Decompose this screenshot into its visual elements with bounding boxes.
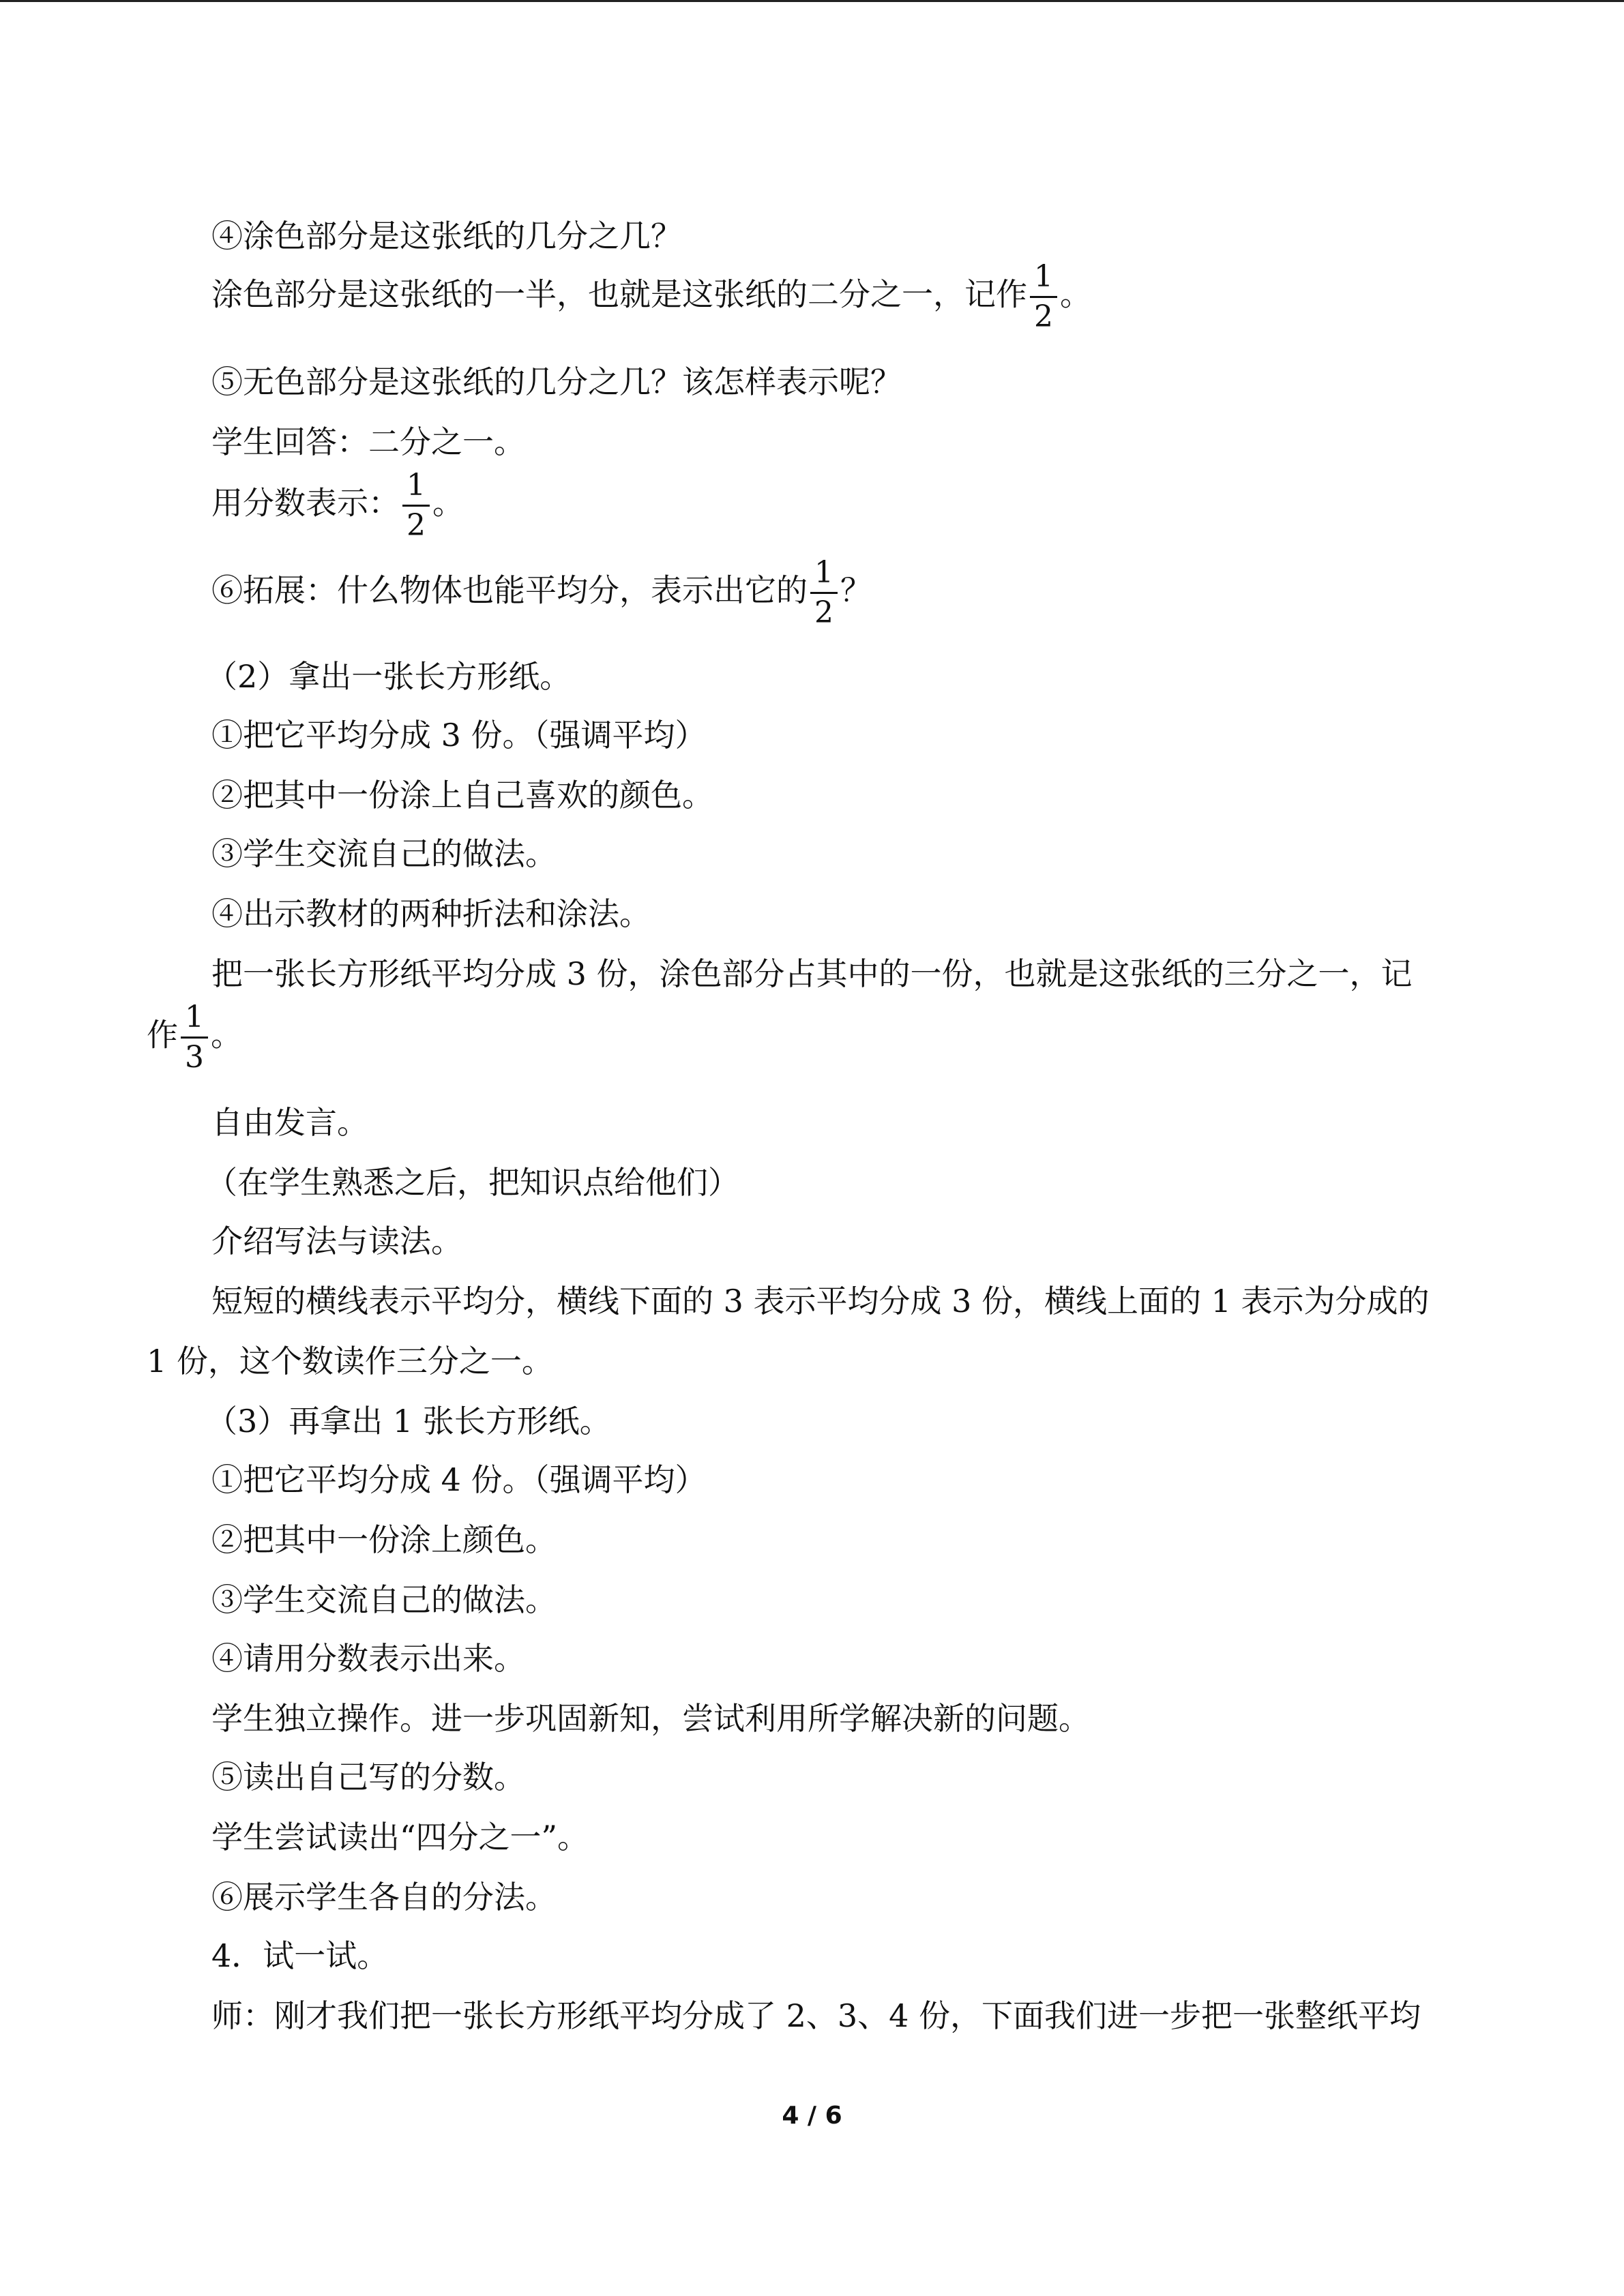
paragraph: ④请用分数表示出来。 [211,1640,525,1677]
paragraph-text: 作 [147,1016,178,1054]
paragraph: ①把它平均分成 4 份。（强调平均） [211,1461,707,1498]
paragraph-text: ⑥拓展：什么物体也能平均分，表示出它的 [211,571,808,609]
fraction-numerator: 1 [810,558,838,594]
paragraph-with-fraction [211,555,1460,630]
paragraph: ④涂色部分是这张纸的几分之几？ [211,218,682,254]
paragraph-text: 用分数表示： [211,484,400,522]
paragraph: 学生回答：二分之一。 [211,423,525,460]
paragraph: ⑥展示学生各自的分法。 [211,1879,557,1915]
fraction-denominator: 2 [407,508,426,543]
fraction-denominator: 2 [814,595,833,630]
paragraph-line: 把一张长方形纸平均分成 3 份，涂色部分占其中的一份，也就是这张纸的三分之一，记 [211,955,1413,992]
fraction-numerator: 1 [402,471,430,507]
paragraph: 学生尝试读出“四分之一”。 [211,1819,589,1855]
fraction [181,1002,208,1073]
paragraph: ③学生交流自己的做法。 [211,1581,557,1618]
fraction-numerator: 1 [1030,262,1057,298]
fraction-numerator: 1 [181,1002,208,1039]
paragraph: （在学生熟悉之后，把知识点给他们） [206,1164,739,1201]
paragraph-line: 短短的横线表示平均分，横线下面的 3 表示平均分成 3 份，横线上面的 1 表示为分成的 [211,1283,1430,1320]
paragraph-line: 1 份，这个数读作三分之一。 [147,1343,553,1380]
paragraph: ③学生交流自己的做法。 [211,835,557,872]
fraction-denominator: 3 [185,1040,204,1075]
paragraph: 学生独立操作。进一步巩固新知，尝试利用所学解决新的问题。 [211,1700,1090,1737]
paragraph-text: 涂色部分是这张纸的一半，也就是这张纸的二分之一，记作 [211,275,1027,313]
paragraph: ⑤无色部分是这张纸的几分之几？该怎样表示呢？ [211,363,902,400]
paragraph: 自由发言。 [211,1104,368,1141]
paragraph: （3）再拿出 1 张长方形纸。 [206,1403,611,1440]
paragraph-with-fraction [211,259,1460,334]
paragraph-text: 。 [432,484,464,522]
paragraph: 介绍写法与读法。 [211,1223,462,1259]
fraction [402,468,430,543]
paragraph: ④出示教材的两种折法和涂法。 [211,895,651,932]
paragraph: ②把其中一份涂上自己喜欢的颜色。 [211,777,713,814]
paragraph: ②把其中一份涂上颜色。 [211,1521,557,1558]
paragraph-text: 。 [211,1016,242,1054]
paragraph-with-fraction [147,1002,1395,1073]
fraction-denominator: 2 [1034,299,1053,334]
fraction [810,555,838,630]
paragraph-text: 。 [1060,275,1091,313]
paragraph: （2）拿出一张长方形纸。 [206,658,572,695]
paragraph: ①把它平均分成 3 份。（强调平均） [211,717,707,754]
paragraph-text: ？ [840,571,872,609]
page-number: 4 / 6 [782,2102,842,2130]
fraction [1030,259,1057,334]
paragraph-with-fraction [211,468,1460,543]
paragraph: ⑤读出自己写的分数。 [211,1759,525,1795]
section-heading: 4．试一试。 [211,1937,389,1974]
paragraph-line: 师：刚才我们把一张长方形纸平均分成了 2、3、4 份，下面我们进一步把一张整纸平均 [211,1997,1421,2034]
